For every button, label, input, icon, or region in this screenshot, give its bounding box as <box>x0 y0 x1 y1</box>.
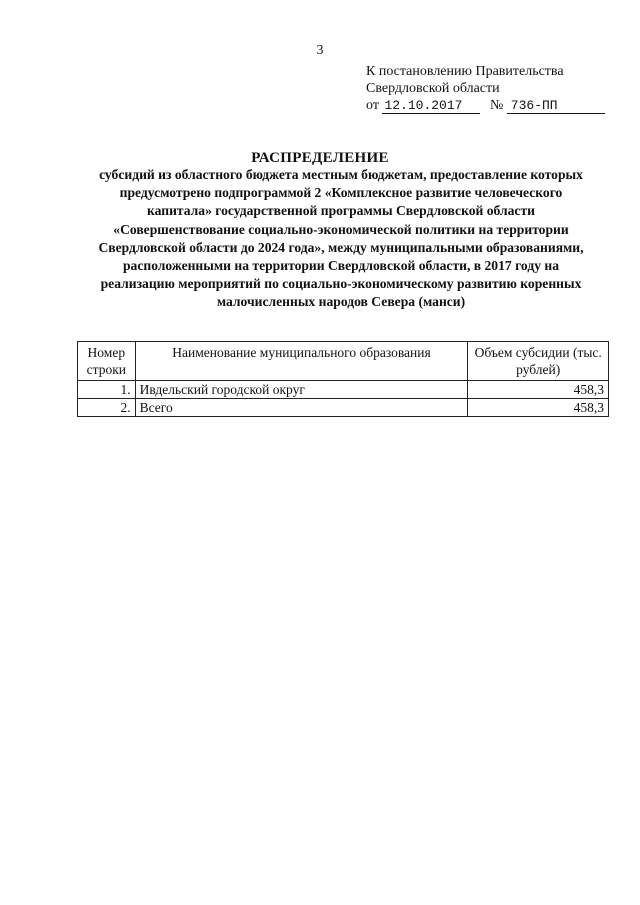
appendix-line-1: К постановлению Правительства <box>366 64 564 79</box>
row-number-cell: 1. <box>78 381 136 399</box>
appendix-reference <box>366 63 606 114</box>
document-subtitle: субсидий из областного бюджета местным бюджетам, предоставление которых предусмотрено подпрограммой 2 «Комплексное развитие человеческого капитала» государственной программы Свердловской области «Совершенствование социально-экономической политики на территории Свердловской области до 2024 года», между муниципальными образованиями, расположенными на территории Свердловской области, в 2017 году на реализацию мероприятий по социально-экономическому развитию коренных малочисленных народов Севера (манси) <box>98 167 584 310</box>
date-prefix: от <box>366 98 379 113</box>
appendix-date-line <box>366 97 606 114</box>
table-header-row <box>78 342 609 381</box>
table-row <box>78 381 609 399</box>
subsidy-cell: 458,3 <box>468 399 609 417</box>
number-prefix: № <box>489 98 504 113</box>
table-row <box>78 399 609 417</box>
municipality-cell: Ивдельский городской округ <box>135 381 468 399</box>
row-number-cell: 2. <box>78 399 136 417</box>
distribution-table <box>77 341 609 417</box>
header-row-number: Номер строки <box>78 342 136 381</box>
page-number: 3 <box>316 43 324 58</box>
appendix-line-2: Свердловской области <box>366 81 500 96</box>
header-municipality: Наименование муниципального образования <box>135 342 468 381</box>
header-subsidy: Объем субсидии (тыс. рублей) <box>468 342 609 381</box>
subsidy-cell: 458,3 <box>468 381 609 399</box>
number-value: 736-ПП <box>507 99 605 114</box>
date-value: 12.10.2017 <box>382 99 480 114</box>
document-title: РАСПРЕДЕЛЕНИЕ <box>251 150 389 166</box>
municipality-cell: Всего <box>135 399 468 417</box>
